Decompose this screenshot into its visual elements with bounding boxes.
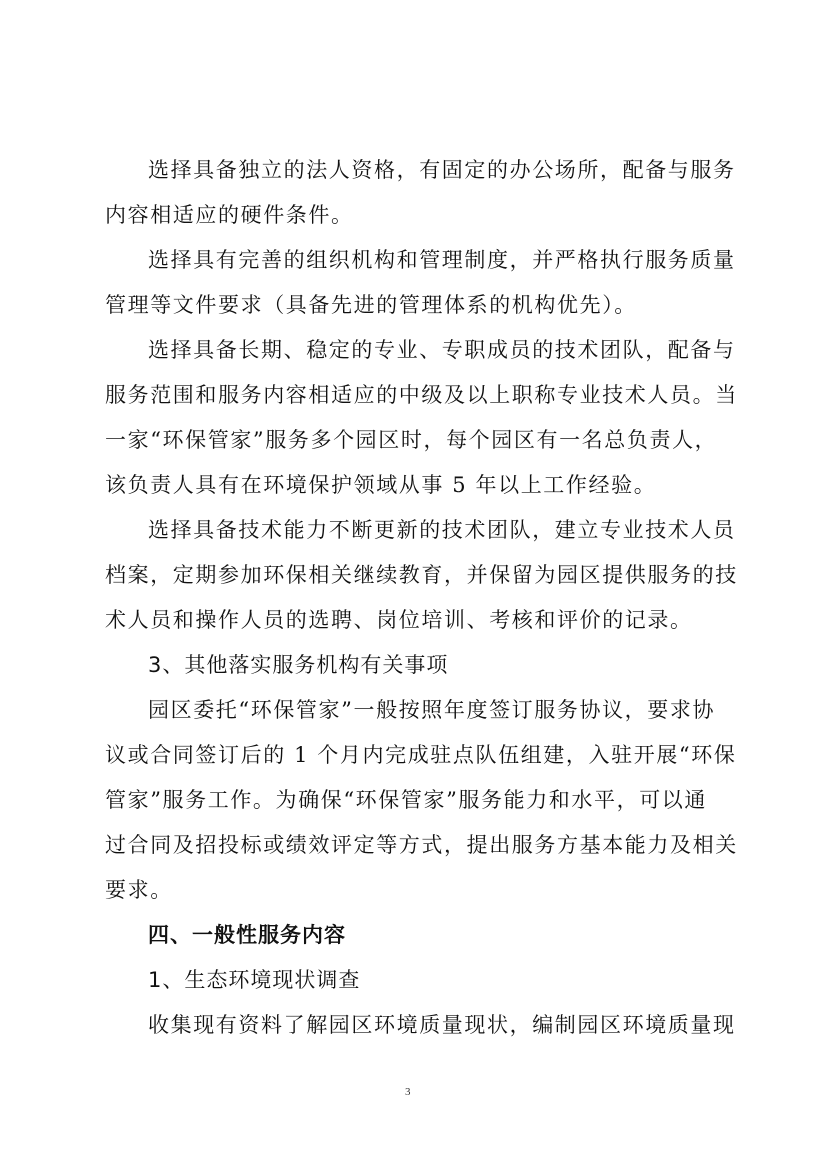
paragraph-line: 内容相适应的硬件条件。 — [105, 203, 354, 227]
paragraph-line: 选择具有完善的组织机构和管理制度，并严格执行服务质量 — [148, 248, 736, 272]
page-number: 3 — [405, 1086, 411, 1098]
paragraph-line: 一家“环保管家”服务多个园区时，每个园区有一名总负责人， — [105, 428, 718, 452]
paragraph-line: 该负责人具有在环境保护领域从事 5 年以上工作经验。 — [105, 473, 657, 497]
section-heading: 四、一般性服务内容 — [148, 923, 346, 947]
paragraph-line: 要求。 — [105, 878, 173, 902]
paragraph-line: 服务范围和服务内容相适应的中级及以上职称专业技术人员。当 — [105, 383, 738, 407]
paragraph-line: 档案，定期参加环保相关继续教育，并保留为园区提供服务的技 — [105, 563, 738, 587]
paragraph-line: 议或合同签订后的 1 个月内完成驻点队伍组建，入驻开展“环保 — [105, 743, 737, 767]
paragraph-line: 术人员和操作人员的选聘、岗位培训、考核和评价的记录。 — [105, 608, 693, 632]
paragraph-line: 管理等文件要求（具备先进的管理体系的机构优先）。 — [105, 293, 637, 317]
subsection-heading: 3、其他落实服务机构有关事项 — [148, 653, 449, 677]
paragraph-line: 园区委托“环保管家”一般按照年度签订服务协议，要求协 — [148, 698, 716, 722]
paragraph-line: 管家”服务工作。为确保“环保管家”服务能力和水平，可以通 — [105, 788, 708, 812]
paragraph-line: 选择具备技术能力不断更新的技术团队，建立专业技术人员 — [148, 518, 736, 542]
subsection-heading: 1、生态环境现状调查 — [148, 968, 361, 992]
paragraph-line: 选择具备独立的法人资格，有固定的办公场所，配备与服务 — [148, 158, 736, 182]
paragraph-line: 选择具备长期、稳定的专业、专职成员的技术团队，配备与 — [148, 338, 736, 362]
paragraph-line: 收集现有资料了解园区环境质量现状，编制园区环境质量现 — [148, 1013, 736, 1037]
paragraph-line: 过合同及招投标或绩效评定等方式，提出服务方基本能力及相关 — [105, 833, 738, 857]
